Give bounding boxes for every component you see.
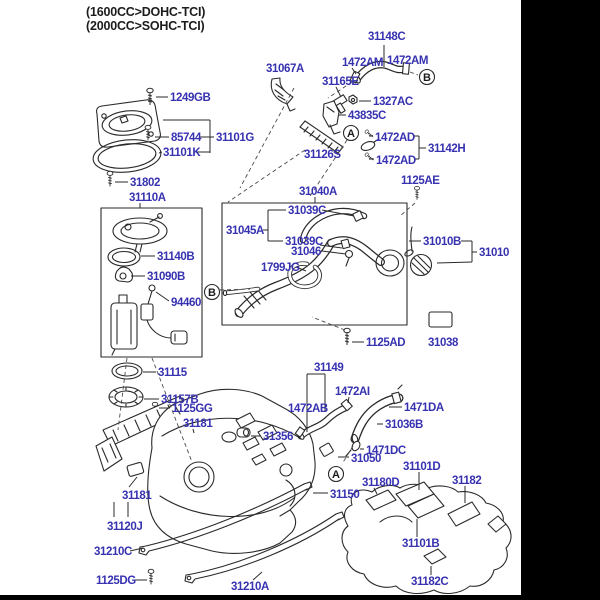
part-label-31120j[interactable]: 31120J	[107, 521, 143, 533]
screw-1125dg-icon	[148, 569, 154, 584]
part-label-31180d[interactable]: 31180D	[362, 477, 400, 489]
screw-1125ae-icon	[414, 186, 419, 199]
pad-31182c-drawing	[424, 549, 446, 564]
valve-bracket-drawing	[300, 95, 357, 153]
connector-b-top[interactable]	[420, 70, 435, 85]
filler-pipe-box	[222, 203, 407, 325]
connector-a-bottom[interactable]	[329, 467, 344, 482]
part-label-1125ad[interactable]: 1125AD	[366, 337, 406, 349]
engine-variant-line-2: (2000CC>SOHC-TCI)	[86, 19, 205, 33]
part-label-31050[interactable]: 31050	[351, 453, 381, 465]
screw-1472ad-1-icon	[364, 129, 374, 138]
part-label-1472ad-1[interactable]: 1472AD	[375, 132, 415, 144]
part-label-1472ab[interactable]: 1472AB	[288, 403, 328, 415]
part-label-1125gg[interactable]: 1125GG	[172, 403, 213, 415]
part-label-1125dg[interactable]: 1125DG	[96, 575, 136, 587]
part-label-85744[interactable]: 85744	[171, 132, 201, 144]
part-label-31182c[interactable]: 31182C	[411, 576, 449, 588]
part-label-31142h[interactable]: 31142H	[428, 143, 466, 155]
part-label-1327ac[interactable]: 1327AC	[373, 96, 413, 108]
part-label-31090b[interactable]: 31090B	[147, 271, 185, 283]
part-label-1249gb[interactable]: 1249GB	[170, 92, 211, 104]
part-label-1471da[interactable]: 1471DA	[404, 402, 444, 414]
part-label-31210c[interactable]: 31210C	[94, 546, 132, 558]
part-label-31210a[interactable]: 31210A	[231, 581, 269, 593]
svg-text:A: A	[332, 469, 340, 481]
part-label-31067a[interactable]: 31067A	[266, 63, 304, 75]
part-label-43835c[interactable]: 43835C	[348, 110, 386, 122]
part-label-31165e[interactable]: 31165E	[322, 76, 359, 88]
part-label-31181-b[interactable]: 31181	[122, 490, 152, 502]
pad-31182-drawing	[448, 502, 480, 526]
part-label-31149[interactable]: 31149	[314, 362, 344, 374]
part-label-31101d[interactable]: 31101D	[403, 461, 441, 473]
engine-variant-line-1: (1600CC>DOHC-TCI)	[86, 5, 206, 19]
svg-text:B: B	[208, 287, 216, 299]
svg-text:A: A	[347, 128, 355, 140]
part-label-31101b[interactable]: 31101B	[402, 538, 440, 550]
part-label-31046[interactable]: 31046	[291, 246, 321, 258]
part-label-31010b[interactable]: 31010B	[423, 236, 461, 248]
part-label-31040a[interactable]: 31040A	[299, 186, 337, 198]
part-label-31356[interactable]: 31356	[263, 431, 293, 443]
part-label-31039c-2[interactable]: 31039C	[285, 236, 323, 248]
bottom-black-edge	[0, 595, 600, 600]
part-label-1472am-right[interactable]: 1472AM	[387, 55, 429, 67]
part-label-31150[interactable]: 31150	[330, 489, 360, 501]
part-label-31110a[interactable]: 31110A	[129, 192, 166, 204]
part-label-94460[interactable]: 94460	[171, 297, 201, 309]
packing-rings-drawing	[109, 363, 143, 407]
part-label-1799jg[interactable]: 1799JG	[261, 262, 300, 274]
pad-31181-b-drawing	[127, 462, 144, 477]
part-label-31126s[interactable]: 31126S	[304, 149, 341, 161]
connector-b-mid[interactable]	[205, 285, 220, 300]
pad-31180d-drawing	[366, 490, 396, 510]
screw-1125ad-icon	[344, 328, 350, 345]
neck-protector-drawing	[271, 78, 295, 111]
part-label-31157b[interactable]: 31157B	[161, 394, 199, 406]
part-label-31148c[interactable]: 31148C	[368, 31, 406, 43]
screw-31802-icon	[107, 171, 113, 186]
part-label-1472ai[interactable]: 1472AI	[335, 386, 370, 398]
part-label-31036b[interactable]: 31036B	[385, 419, 423, 431]
fuel-cap-drawing	[404, 227, 432, 276]
part-label-31038[interactable]: 31038	[428, 337, 458, 349]
part-label-1471dc[interactable]: 1471DC	[366, 445, 406, 457]
part-label-31802[interactable]: 31802	[130, 177, 160, 189]
part-label-1125ae[interactable]: 1125AE	[401, 175, 440, 187]
part-label-31101g[interactable]: 31101G	[216, 132, 254, 144]
part-label-31115[interactable]: 31115	[158, 367, 187, 379]
part-label-31039c-1[interactable]: 31039C	[288, 205, 326, 217]
part-label-31140b[interactable]: 31140B	[157, 251, 195, 263]
part-label-1472ad-2[interactable]: 1472AD	[376, 155, 416, 167]
part-label-31045a[interactable]: 31045A	[226, 225, 264, 237]
screw-1472ad-2-icon	[364, 152, 374, 161]
pad-31038-drawing	[429, 312, 452, 327]
part-label-31181-a[interactable]: 31181	[183, 418, 213, 430]
right-black-panel	[521, 0, 600, 600]
svg-text:B: B	[423, 72, 431, 84]
connector-a-top[interactable]	[344, 126, 359, 141]
clip-31050-drawing	[319, 443, 334, 457]
grommet-31356-drawing	[237, 428, 250, 437]
part-label-31010[interactable]: 31010	[479, 247, 509, 259]
part-label-1472am-left[interactable]: 1472AM	[342, 57, 384, 69]
part-label-31101k[interactable]: 31101K	[163, 147, 201, 159]
part-label-31182[interactable]: 31182	[452, 475, 482, 487]
